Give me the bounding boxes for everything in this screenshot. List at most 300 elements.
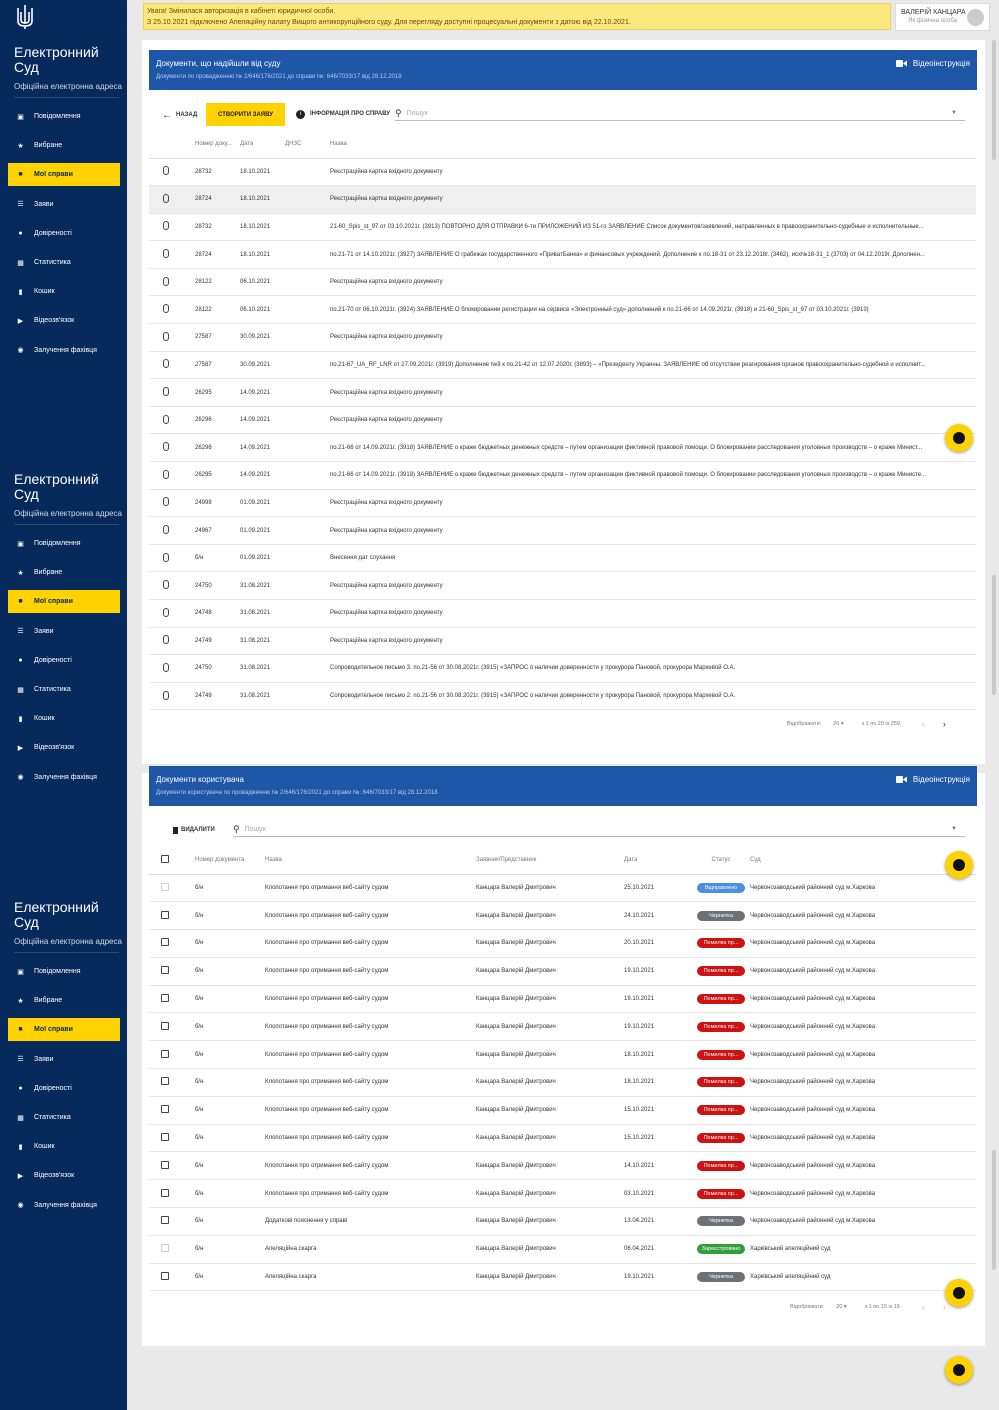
doc-name[interactable]: по.21-70 от 06.10.2021г. (3924) ЗАЯВЛЕНИЕ О блокировании регистрации на сервисе «Электронный суд» дополнений к по.21-66 от 14.09.2021г. (3918) и 21-60_Spis_st_97 от 03.10.2021г. (3913) bbox=[330, 296, 976, 324]
table-row[interactable] bbox=[149, 296, 976, 324]
table-row[interactable] bbox=[149, 902, 976, 930]
col-attach bbox=[149, 130, 195, 158]
doc-dnzs bbox=[285, 268, 330, 296]
paperclip-icon[interactable] bbox=[163, 277, 169, 286]
row-checkbox-cell[interactable] bbox=[149, 1263, 195, 1291]
sidebar-item[interactable] bbox=[8, 251, 120, 274]
doc-number: 27587 bbox=[195, 324, 240, 352]
table-row[interactable] bbox=[149, 379, 976, 407]
page-range: з 1 по 15 із 15 bbox=[864, 1304, 900, 1310]
paperclip-icon[interactable] bbox=[163, 525, 169, 534]
doc-date: 18.10.2021 bbox=[240, 186, 285, 214]
row-checkbox[interactable] bbox=[161, 1216, 169, 1224]
doc-name[interactable]: Клопотання про отримання веб-сайту судом bbox=[265, 874, 476, 902]
doc-name[interactable]: Реєстраційна картка вхідного документу bbox=[330, 572, 976, 600]
row-checkbox[interactable] bbox=[161, 911, 169, 919]
doc-name[interactable]: Сопроводительное письмо 2. по.21-56 от 30.08.2021г. (3915) «ЗАПРОС о наличии доверенности у прокурора Пановой, прокурора Мархевой О.А. bbox=[330, 682, 976, 710]
sidebar-item-label: Повідомлення bbox=[34, 540, 81, 547]
sidebar-item[interactable] bbox=[8, 134, 120, 157]
per-page-select[interactable] bbox=[833, 721, 843, 727]
sidebar-item[interactable] bbox=[8, 590, 120, 613]
avatar[interactable] bbox=[967, 9, 984, 26]
paperclip-icon[interactable] bbox=[163, 580, 169, 589]
sidebar-item[interactable] bbox=[8, 1106, 120, 1129]
sidebar-item[interactable] bbox=[8, 736, 120, 759]
attachment-cell[interactable] bbox=[149, 186, 195, 214]
paperclip-icon[interactable] bbox=[163, 442, 169, 451]
status-cell bbox=[692, 930, 750, 958]
doc-name[interactable]: Апеляційна скарга bbox=[265, 1263, 476, 1291]
attachment-cell[interactable] bbox=[149, 544, 195, 572]
sidebar-item-label: Вибране bbox=[34, 569, 63, 577]
trash-icon bbox=[173, 827, 178, 834]
row-checkbox[interactable] bbox=[161, 1022, 169, 1030]
court-documents-search-input[interactable] bbox=[395, 107, 965, 121]
paperclip-icon[interactable] bbox=[163, 635, 169, 644]
attachment-cell[interactable] bbox=[149, 213, 195, 241]
col-name[interactable]: Назва bbox=[330, 130, 976, 158]
table-row[interactable] bbox=[149, 1096, 976, 1124]
sidebar-item[interactable] bbox=[8, 620, 120, 643]
table-row[interactable] bbox=[149, 1124, 976, 1152]
doc-dnzs bbox=[285, 655, 330, 683]
doc-name[interactable]: Клопотання про отримання веб-сайту судом bbox=[265, 1096, 476, 1124]
table-row[interactable] bbox=[149, 1152, 976, 1180]
status-badge: Помилка пр... bbox=[697, 994, 745, 1004]
sidebar-item[interactable] bbox=[8, 1077, 120, 1100]
sidebar-item[interactable] bbox=[8, 678, 120, 701]
col-dnzs[interactable]: ДНЗС bbox=[285, 130, 330, 158]
doc-date: 25.10.2021 bbox=[624, 874, 692, 902]
sidebar-item[interactable] bbox=[8, 532, 120, 555]
expert-icon: ◉ bbox=[17, 774, 24, 782]
scrollbar-thumb[interactable] bbox=[992, 1150, 996, 1270]
table-row[interactable] bbox=[149, 462, 976, 490]
list-icon: ☰ bbox=[17, 1056, 24, 1064]
doc-name[interactable]: Реєстраційна картка вхідного документу bbox=[330, 406, 976, 434]
doc-name[interactable]: Реєстраційна картка вхідного документу bbox=[330, 517, 976, 545]
attachment-cell[interactable] bbox=[149, 296, 195, 324]
table-row[interactable] bbox=[149, 1041, 976, 1069]
doc-date: 14.10.2021 bbox=[624, 1152, 692, 1180]
paperclip-icon[interactable] bbox=[163, 166, 169, 175]
doc-date: 18.10.2021 bbox=[240, 158, 285, 186]
sidebar-item-label: Кошик bbox=[34, 715, 55, 723]
back-label: НАЗАД bbox=[176, 112, 198, 118]
row-checkbox-cell[interactable] bbox=[149, 1208, 195, 1236]
col-date[interactable]: Дата bbox=[240, 130, 285, 158]
paperclip-icon[interactable] bbox=[163, 359, 169, 368]
doc-date: 14.09.2021 bbox=[240, 434, 285, 462]
doc-dnzs bbox=[285, 296, 330, 324]
create-application-button[interactable] bbox=[206, 103, 285, 126]
arrow-left-icon: ← bbox=[162, 109, 172, 121]
table-row[interactable] bbox=[149, 241, 976, 269]
paperclip-icon[interactable] bbox=[163, 221, 169, 230]
doc-name[interactable]: Внесення дат слухання bbox=[330, 544, 976, 572]
doc-name[interactable]: Реєстраційна картка вхідного документу bbox=[330, 600, 976, 628]
doc-name[interactable]: Клопотання про отримання веб-сайту судом bbox=[265, 1069, 476, 1097]
doc-court: Харківський апеляційний суд bbox=[750, 1235, 976, 1263]
paperclip-icon[interactable] bbox=[163, 497, 169, 506]
row-checkbox-cell[interactable] bbox=[149, 1235, 195, 1263]
paperclip-icon[interactable] bbox=[163, 249, 169, 258]
row-checkbox-cell[interactable] bbox=[149, 902, 195, 930]
doc-name[interactable]: Клопотання про отримання веб-сайту судом bbox=[265, 930, 476, 958]
status-cell bbox=[692, 1235, 750, 1263]
doc-date: 18.10.2021 bbox=[624, 1041, 692, 1069]
attachment-cell[interactable] bbox=[149, 572, 195, 600]
sidebar-item-label: Відеозв'язок bbox=[34, 317, 75, 325]
row-checkbox[interactable] bbox=[161, 938, 169, 946]
paperclip-icon[interactable] bbox=[163, 387, 169, 396]
scrollbar-thumb[interactable] bbox=[992, 40, 996, 160]
video-instruction-link[interactable] bbox=[896, 59, 970, 68]
doc-name[interactable]: Клопотання про отримання веб-сайту судом bbox=[265, 1124, 476, 1152]
doc-date: 19.10.2021 bbox=[624, 957, 692, 985]
court-documents-pagination bbox=[787, 719, 946, 729]
row-checkbox-cell[interactable] bbox=[149, 957, 195, 985]
row-checkbox-cell[interactable] bbox=[149, 1013, 195, 1041]
sidebar-item[interactable] bbox=[8, 1018, 120, 1041]
doc-date: 20.10.2021 bbox=[624, 930, 692, 958]
sidebar-item[interactable] bbox=[8, 1164, 120, 1187]
paperclip-icon[interactable] bbox=[163, 470, 169, 479]
table-row[interactable] bbox=[149, 517, 976, 545]
table-row[interactable] bbox=[149, 268, 976, 296]
star-icon: ★ bbox=[17, 569, 24, 577]
call-button[interactable] bbox=[945, 851, 973, 879]
sidebar-item-label: Довіреності bbox=[34, 656, 72, 664]
attachment-cell[interactable] bbox=[149, 517, 195, 545]
attachment-cell[interactable] bbox=[149, 324, 195, 352]
per-page-select[interactable] bbox=[836, 1304, 846, 1310]
sidebar-item-label: Мої справи bbox=[34, 598, 73, 606]
doc-name[interactable]: по.21-66 от 14.09.2021г. (3918) ЗАЯВЛЕНИЕ о краже бюджетных денежных средств – путем организации фиктивной правовой помощи. О блокировании расследования уголовных производств – о краже Минист... bbox=[330, 434, 976, 462]
doc-number: б/н bbox=[195, 544, 240, 572]
doc-name[interactable]: Реєстраційна картка вхідного документу bbox=[330, 268, 976, 296]
attachment-cell[interactable] bbox=[149, 655, 195, 683]
doc-date: 14.09.2021 bbox=[240, 379, 285, 407]
doc-date: 03.10.2021 bbox=[624, 1180, 692, 1208]
notice-line2: З 25.10.2021 підключено Апеляційну палату Вищого антикорупційного суду. Для перегляду доступні процесуальні документи з датою від 22.10.2021. bbox=[147, 19, 631, 26]
sidebar-item[interactable] bbox=[8, 766, 120, 789]
user-documents-search-input[interactable] bbox=[233, 823, 965, 837]
doc-applicant: Канцара Валерій Дмитрович bbox=[476, 1180, 624, 1208]
table-row[interactable] bbox=[149, 544, 976, 572]
sidebar-item-label: Вибране bbox=[34, 997, 63, 1005]
doc-court: Червонозаводський районний суд м.Харкова bbox=[750, 1180, 976, 1208]
doc-name[interactable]: Клопотання про отримання веб-сайту судом bbox=[265, 902, 476, 930]
doc-dnzs bbox=[285, 434, 330, 462]
people-icon: ● bbox=[18, 1084, 23, 1092]
attachment-cell[interactable] bbox=[149, 241, 195, 269]
row-checkbox bbox=[161, 1244, 169, 1252]
prev-page-icon[interactable]: ‹ bbox=[921, 1302, 925, 1312]
doc-date: 31.08.2021 bbox=[240, 600, 285, 628]
paperclip-icon[interactable] bbox=[163, 332, 169, 341]
user-name: ВАЛЕРІЙ КАНЦАРА bbox=[901, 9, 966, 16]
user-menu[interactable] bbox=[895, 3, 990, 31]
table-row[interactable] bbox=[149, 1235, 976, 1263]
doc-dnzs bbox=[285, 682, 330, 710]
doc-name[interactable]: Апеляційна скарга bbox=[265, 1235, 476, 1263]
phone-icon bbox=[953, 432, 965, 444]
call-button[interactable] bbox=[945, 1356, 973, 1384]
doc-name[interactable]: Реєстраційна картка вхідного документу bbox=[330, 379, 976, 407]
doc-name[interactable]: по.21-66 от 14.09.2021г. (3918) ЗАЯВЛЕНИЕ о краже бюджетных денежных средств – путем организации фиктивной правовой помощи. О блокировании расследования уголовных производств – о краже Министе... bbox=[330, 462, 976, 490]
table-row[interactable] bbox=[149, 489, 976, 517]
paperclip-icon[interactable] bbox=[163, 194, 169, 203]
doc-court: Червонозаводський районний суд м.Харкова bbox=[750, 1069, 976, 1097]
doc-number: б/н bbox=[195, 1013, 265, 1041]
doc-name[interactable]: Клопотання про отримання веб-сайту судом bbox=[265, 985, 476, 1013]
table-row[interactable] bbox=[149, 1263, 976, 1291]
chevron-down-icon[interactable]: ▼ bbox=[951, 826, 957, 832]
doc-name[interactable]: по.21-67_UA_RF_LNR от 27.09.2021г. (3919) Дополнение №9 к по.21-42 от 12.07.2020г. (3893) – «Президенту Украины. ЗАЯВЛЕНИЕ об отсутствии реагирования органов правоохранительно-судебной и исполнит... bbox=[330, 351, 976, 379]
doc-number: б/н bbox=[195, 902, 265, 930]
row-checkbox[interactable] bbox=[161, 1272, 169, 1280]
row-checkbox-cell[interactable] bbox=[149, 1152, 195, 1180]
status-cell bbox=[692, 1208, 750, 1236]
doc-name[interactable]: Клопотання про отримання веб-сайту судом bbox=[265, 1041, 476, 1069]
search-icon: ⚲ bbox=[395, 108, 402, 118]
sidebar-item[interactable] bbox=[8, 339, 120, 362]
row-checkbox[interactable] bbox=[161, 1077, 169, 1085]
app-subtitle: Офіційна електронна адреса bbox=[14, 509, 122, 518]
attachment-cell[interactable] bbox=[149, 379, 195, 407]
table-row[interactable] bbox=[149, 186, 976, 214]
table-row[interactable] bbox=[149, 874, 976, 902]
paperclip-icon[interactable] bbox=[163, 691, 169, 700]
select-all-checkbox[interactable] bbox=[161, 855, 169, 863]
video-instruction-link[interactable] bbox=[896, 775, 970, 784]
sidebar-item[interactable] bbox=[8, 193, 120, 216]
table-row[interactable] bbox=[149, 1208, 976, 1236]
doc-number: 26295 bbox=[195, 462, 240, 490]
table-row[interactable] bbox=[149, 158, 976, 186]
table-row[interactable] bbox=[149, 1069, 976, 1097]
next-page-icon[interactable]: › bbox=[942, 719, 946, 729]
table-row[interactable] bbox=[149, 985, 976, 1013]
chevron-down-icon[interactable]: ▼ bbox=[951, 110, 957, 116]
call-button[interactable] bbox=[945, 1279, 973, 1307]
message-icon: ▣ bbox=[17, 113, 24, 121]
row-checkbox[interactable] bbox=[161, 994, 169, 1002]
sidebar-item[interactable] bbox=[8, 1135, 120, 1158]
sidebar-item[interactable] bbox=[8, 309, 120, 332]
delete-button[interactable] bbox=[173, 825, 215, 835]
expert-icon: ◉ bbox=[17, 1202, 24, 1210]
attachment-cell[interactable] bbox=[149, 462, 195, 490]
doc-court: Червонозаводський районний суд м.Харкова bbox=[750, 1041, 976, 1069]
row-checkbox-cell[interactable] bbox=[149, 1096, 195, 1124]
app-title: Електронний Суд bbox=[14, 899, 99, 930]
attachment-cell[interactable] bbox=[149, 600, 195, 628]
col-date[interactable]: Дата bbox=[624, 846, 692, 874]
doc-name[interactable]: Реєстраційна картка вхідного документу bbox=[330, 489, 976, 517]
status-badge: Помилка пр... bbox=[697, 938, 745, 948]
doc-name[interactable]: Реєстраційна картка вхідного документу bbox=[330, 324, 976, 352]
table-row[interactable] bbox=[149, 406, 976, 434]
sidebar-item[interactable] bbox=[8, 707, 120, 730]
court-documents-title: Документи, що надійшли від суду bbox=[156, 59, 281, 68]
select-all-checkbox-cell[interactable] bbox=[149, 846, 195, 874]
table-row[interactable] bbox=[149, 600, 976, 628]
row-checkbox[interactable] bbox=[161, 1161, 169, 1169]
doc-name[interactable]: Реєстраційна картка вхідного документу bbox=[330, 186, 976, 214]
paperclip-icon[interactable] bbox=[163, 304, 169, 313]
doc-court: Червонозаводський районний суд м.Харкова bbox=[750, 1096, 976, 1124]
col-doc-number[interactable]: Номер доку... bbox=[195, 130, 240, 158]
sidebar-item[interactable] bbox=[8, 222, 120, 245]
doc-applicant: Канцара Валерій Дмитрович bbox=[476, 1208, 624, 1236]
people-icon: ● bbox=[18, 656, 23, 664]
table-row[interactable] bbox=[149, 572, 976, 600]
chevron-down-icon: ▾ bbox=[843, 1304, 847, 1310]
doc-name[interactable]: Клопотання про отримання веб-сайту судом bbox=[265, 1013, 476, 1041]
video-icon: ▶ bbox=[17, 744, 24, 752]
doc-name[interactable]: Клопотання про отримання веб-сайту судом bbox=[265, 957, 476, 985]
paperclip-icon[interactable] bbox=[163, 608, 169, 617]
doc-applicant: Канцара Валерій Дмитрович bbox=[476, 930, 624, 958]
doc-number: 24748 bbox=[195, 600, 240, 628]
table-row[interactable] bbox=[149, 213, 976, 241]
search-icon: ⚲ bbox=[233, 824, 240, 834]
doc-number: 24998 bbox=[195, 489, 240, 517]
row-checkbox[interactable] bbox=[161, 1050, 169, 1058]
sidebar-item[interactable] bbox=[8, 1194, 120, 1217]
status-cell bbox=[692, 902, 750, 930]
app-title: Електронний Суд bbox=[14, 471, 99, 502]
attachment-cell[interactable] bbox=[149, 682, 195, 710]
doc-court: Червонозаводський районний суд м.Харкова bbox=[750, 902, 976, 930]
paperclip-icon[interactable] bbox=[163, 553, 169, 562]
attachment-cell[interactable] bbox=[149, 406, 195, 434]
doc-date: 24.10.2021 bbox=[624, 902, 692, 930]
call-button[interactable] bbox=[945, 424, 973, 452]
row-checkbox-cell[interactable] bbox=[149, 874, 195, 902]
doc-name[interactable]: Клопотання про отримання веб-сайту судом bbox=[265, 1180, 476, 1208]
doc-date: 31.08.2021 bbox=[240, 655, 285, 683]
doc-dnzs bbox=[285, 213, 330, 241]
sidebar-item[interactable] bbox=[8, 989, 120, 1012]
back-button[interactable] bbox=[162, 110, 197, 120]
attachment-cell[interactable] bbox=[149, 627, 195, 655]
table-row[interactable] bbox=[149, 682, 976, 710]
doc-name[interactable]: Сопроводительное письмо 3. по.21-56 от 30.08.2021г. (3915) «ЗАПРОС о наличии доверенности у прокурора Пановой, прокурора Мархевой О.А. bbox=[330, 655, 976, 683]
doc-name[interactable]: Додаткові пояснення у справі bbox=[265, 1208, 476, 1236]
sidebar bbox=[0, 0, 127, 1410]
status-badge: Зареєстровано bbox=[697, 1244, 745, 1254]
doc-number: 26295 bbox=[195, 379, 240, 407]
sidebar-item[interactable] bbox=[8, 960, 120, 983]
row-checkbox-cell[interactable] bbox=[149, 1069, 195, 1097]
sidebar-item[interactable] bbox=[8, 1048, 120, 1071]
case-info-button[interactable] bbox=[296, 109, 390, 119]
sidebar-item[interactable] bbox=[8, 163, 120, 186]
doc-court: Червонозаводський районний суд м.Харкова bbox=[750, 1013, 976, 1041]
table-row[interactable] bbox=[149, 627, 976, 655]
table-row[interactable] bbox=[149, 324, 976, 352]
doc-number: 28724 bbox=[195, 241, 240, 269]
row-checkbox-cell[interactable] bbox=[149, 985, 195, 1013]
scrollbar-thumb[interactable] bbox=[992, 575, 996, 695]
paperclip-icon[interactable] bbox=[163, 415, 169, 424]
attachment-cell[interactable] bbox=[149, 268, 195, 296]
col-doc-number[interactable]: Номер документа bbox=[195, 846, 265, 874]
doc-name[interactable]: по.21-71 от 14.10.2021г. (3927) ЗАЯВЛЕНИЕ О грабежах государственного «ПриватБанка» и финансовых учреждений. Дополнение к по.18-31 от 23.12.2018г. (3462), исх№18-31_1 (3703) от 04.12.2019г. Дополнен... bbox=[330, 241, 976, 269]
list-icon: ☰ bbox=[17, 201, 24, 209]
sidebar-item[interactable] bbox=[8, 280, 120, 303]
doc-dnzs bbox=[285, 627, 330, 655]
table-row[interactable] bbox=[149, 655, 976, 683]
doc-name[interactable]: Реєстраційна картка вхідного документу bbox=[330, 158, 976, 186]
row-checkbox-cell[interactable] bbox=[149, 1041, 195, 1069]
col-court[interactable]: Суд bbox=[750, 846, 976, 874]
doc-dnzs bbox=[285, 158, 330, 186]
attachment-cell[interactable] bbox=[149, 434, 195, 462]
next-page-icon[interactable]: › bbox=[942, 1302, 946, 1312]
doc-name[interactable]: Клопотання про отримання веб-сайту судом bbox=[265, 1152, 476, 1180]
trash-icon: ▮ bbox=[18, 288, 23, 296]
table-row[interactable] bbox=[149, 930, 976, 958]
col-applicant[interactable]: Заявник/Представник bbox=[476, 846, 624, 874]
attachment-cell[interactable] bbox=[149, 489, 195, 517]
court-documents-table bbox=[149, 130, 976, 710]
row-checkbox[interactable] bbox=[161, 1105, 169, 1113]
court-documents-subtitle: Документи по провадженню № 2/646/176/2021 до справи №: 646/7033/17 від 28.12.2018 bbox=[156, 74, 402, 80]
row-checkbox[interactable] bbox=[161, 1133, 169, 1141]
table-row[interactable] bbox=[149, 1180, 976, 1208]
row-checkbox[interactable] bbox=[161, 1189, 169, 1197]
sidebar-item-label: Мої справи bbox=[34, 171, 73, 179]
status-badge: Помилка пр... bbox=[697, 1077, 745, 1087]
row-checkbox[interactable] bbox=[161, 966, 169, 974]
table-row[interactable] bbox=[149, 351, 976, 379]
row-checkbox-cell[interactable] bbox=[149, 1124, 195, 1152]
video-instruction-label: Відеоінструкція bbox=[912, 775, 970, 784]
phone-icon bbox=[953, 1364, 965, 1376]
col-name[interactable]: Назва bbox=[265, 846, 476, 874]
doc-applicant: Канцара Валерій Дмитрович bbox=[476, 902, 624, 930]
doc-dnzs bbox=[285, 406, 330, 434]
doc-name[interactable]: Реєстраційна картка вхідного документу bbox=[330, 627, 976, 655]
col-status[interactable]: Статус bbox=[692, 846, 750, 874]
attachment-cell[interactable] bbox=[149, 351, 195, 379]
row-checkbox-cell[interactable] bbox=[149, 1180, 195, 1208]
doc-dnzs bbox=[285, 241, 330, 269]
status-badge: Помилка пр... bbox=[697, 1189, 745, 1199]
attachment-cell[interactable] bbox=[149, 158, 195, 186]
prev-page-icon[interactable]: ‹ bbox=[921, 719, 925, 729]
sidebar-item[interactable] bbox=[8, 561, 120, 584]
row-checkbox-cell[interactable] bbox=[149, 930, 195, 958]
paperclip-icon[interactable] bbox=[163, 663, 169, 672]
table-header-row bbox=[149, 846, 976, 874]
doc-number: б/н bbox=[195, 1235, 265, 1263]
table-row[interactable] bbox=[149, 957, 976, 985]
table-row[interactable] bbox=[149, 1013, 976, 1041]
doc-name[interactable]: 21-60_Spis_st_97 от 03.10.2021г. (3913) ПОВТОРНО ДЛЯ ОТПРАВКИ 6-ти ПРИЛОЖЕНИЙ ИЗ 51-го ЗАЯВЛЕНИЕ Список документов/заявлений, направленных в правоохранительно-судебные и исполнительные... bbox=[330, 213, 976, 241]
per-page-value: 20 bbox=[836, 1304, 843, 1310]
status-cell bbox=[692, 985, 750, 1013]
star-icon: ★ bbox=[17, 142, 24, 150]
status-badge: Чернетка bbox=[697, 1272, 745, 1282]
sidebar-item[interactable] bbox=[8, 649, 120, 672]
table-row[interactable] bbox=[149, 434, 976, 462]
sidebar-item[interactable] bbox=[8, 105, 120, 128]
